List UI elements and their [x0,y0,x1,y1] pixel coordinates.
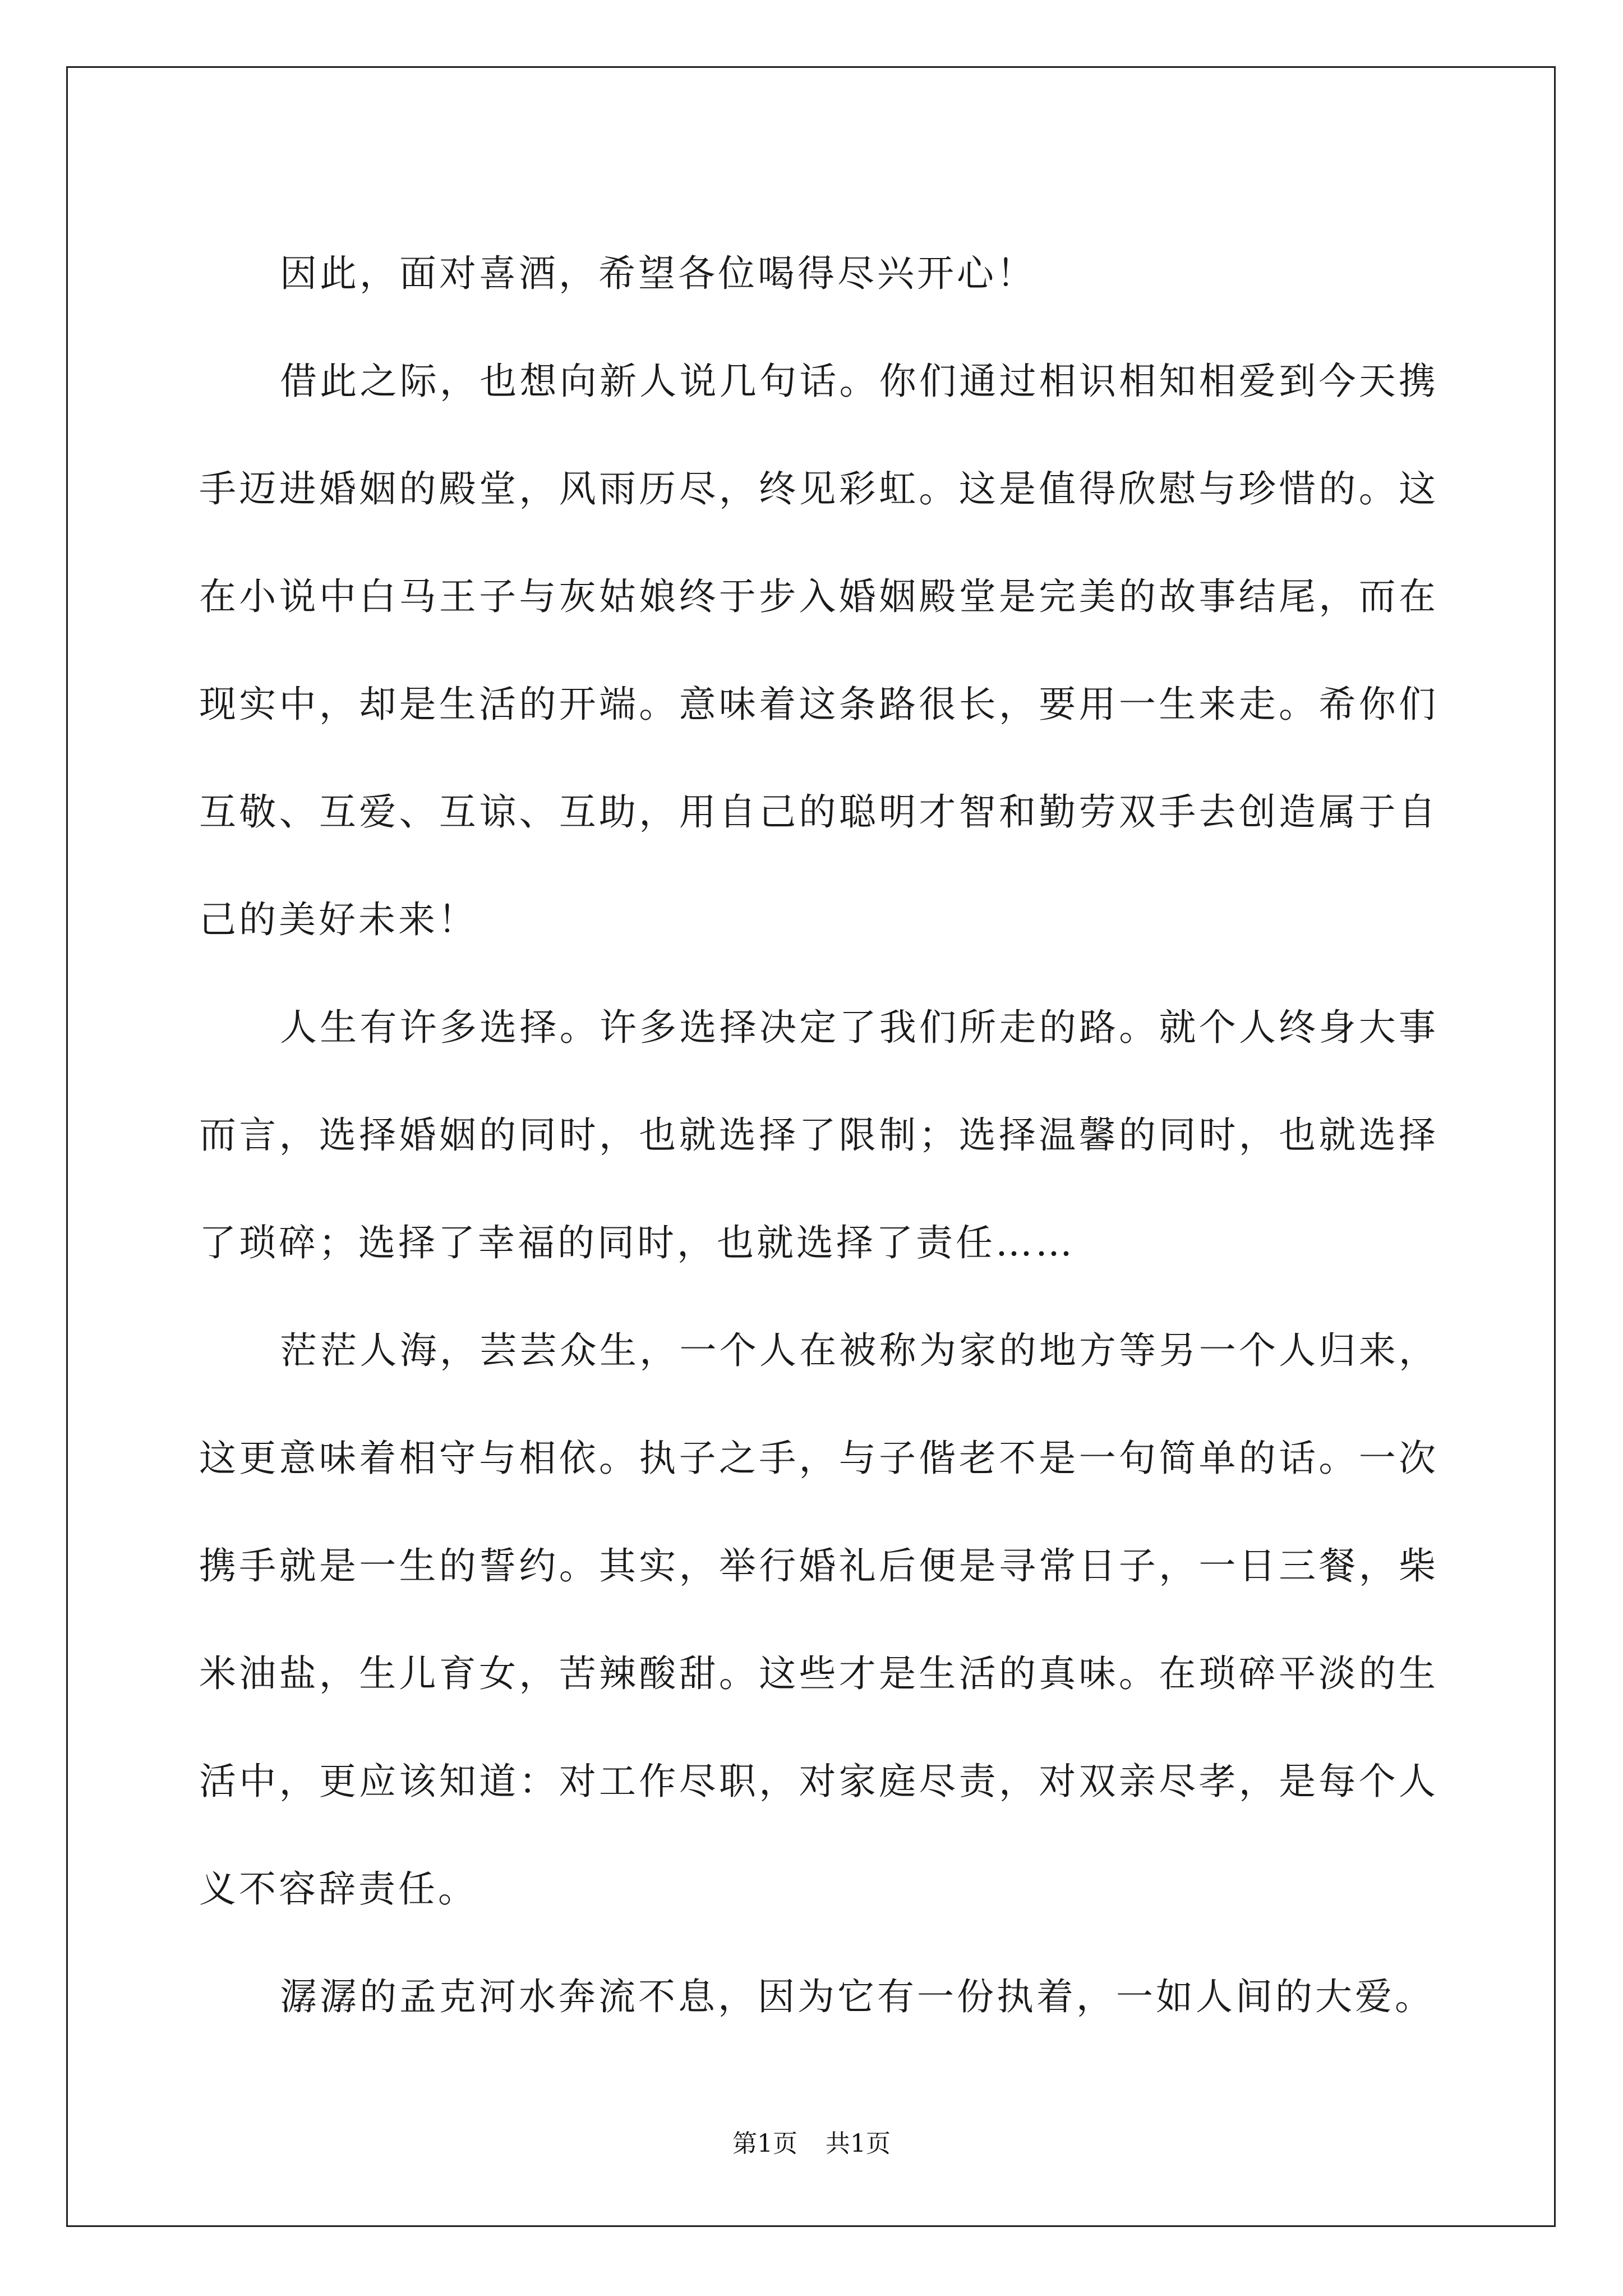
paragraph-3: 人生有许多选择。许多选择决定了我们所走的路。就个人终身大事而言，选择婚姻的同时，也就选择了限制；选择温馨的同时，也就选择了琐碎；选择了幸福的同时，也就选择了责任…… [199,1006,1438,1264]
paragraph-2: 借此之际，也想向新人说几句话。你们通过相识相知相爱到今天携手迈进婚姻的殿堂，风雨历尽，终见彩虹。这是值得欣慰与珍惜的。这在小说中白马王子与灰姑娘终于步入婚姻殿堂是完美的故事结尾，而在现实中，却是生活的开端。意味着这条路很长，要用一生来走。希你们互敬、互爱、互谅、互助，用自己的聪明才智和勤劳双手去创造属于自己的美好未来！ [199,360,1438,941]
paragraph-4: 茫茫人海，芸芸众生，一个人在被称为家的地方等另一个人归来，这更意味着相守与相依。执子之手，与子偕老不是一句简单的话。一次携手就是一生的誓约。其实，举行婚礼后便是寻常日子，一日三餐，柴米油盐，生儿育女，苦辣酸甜。这些才是生活的真味。在琐碎平淡的生活中，更应该知道：对工作尽职，对家庭尽责，对双亲尽孝，是每个人义不容辞责任。 [199,1329,1438,1911]
page-number-total: 共1页 [826,2129,891,2158]
paragraph-1: 因此，面对喜酒，希望各位喝得尽兴开心！ [280,252,1036,295]
page-footer [0,2127,1623,2161]
document-body [199,220,1438,2051]
paragraph-5: 潺潺的孟克河水奔流不息，因为它有一份执着，一如人间的大爱。 [280,1975,1435,2018]
page-number-current: 第1页 [732,2129,797,2158]
